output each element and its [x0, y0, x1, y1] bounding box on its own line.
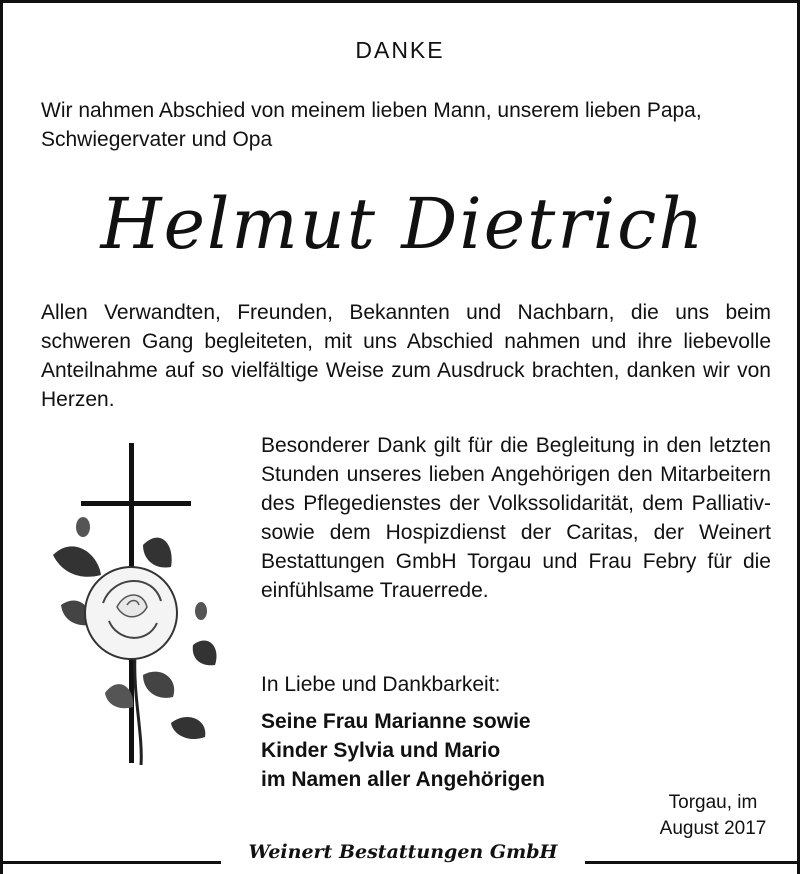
- thanks-paragraph: Allen Verwandten, Freunden, Bekannten und Nachbarn, die uns beim schweren Gang begleiteten, mit uns Abschied nahmen und ihre liebevolle Anteilnahme auf so vielfältige Weise zum Ausdruck brachten, danken wir von Herzen.: [41, 301, 771, 411]
- closing-line: In Liebe und Dankbarkeit:: [261, 673, 501, 696]
- place-date: [643, 790, 783, 842]
- signatories: [261, 707, 545, 794]
- deceased-name: Helmut Dietrich: [100, 183, 706, 265]
- funeral-home-brand: Weinert Bestattungen GmbH: [248, 841, 558, 863]
- footer-rule-left: [3, 861, 221, 864]
- place: Torgau, im: [668, 792, 758, 813]
- signatory-line: Kinder Sylvia und Mario: [261, 739, 501, 762]
- signatory-line: Seine Frau Marianne sowie: [261, 710, 531, 733]
- signatory-line: im Namen aller Angehörigen: [261, 768, 545, 791]
- intro-text: Wir nahmen Abschied von meinem lieben Mann, unserem lieben Papa, Schwiegervater und Opa: [41, 99, 702, 151]
- notice-heading: DANKE: [355, 37, 445, 63]
- cross-with-rose-icon: [43, 435, 243, 775]
- special-thanks-paragraph: Besonderer Dank gilt für die Begleitung in den letzten Stunden unseres lieben Angehörigen den Mitarbeitern des Pflegedienstes der Volkssolidarität, dem Palliativ- sowie dem Hospizdienst der Caritas, der Weinert Bestattungen GmbH Torgau und Frau Febry für die einfühlsame Trauerrede.: [261, 434, 771, 602]
- date: August 2017: [659, 818, 767, 839]
- footer-rule-right: [585, 861, 800, 864]
